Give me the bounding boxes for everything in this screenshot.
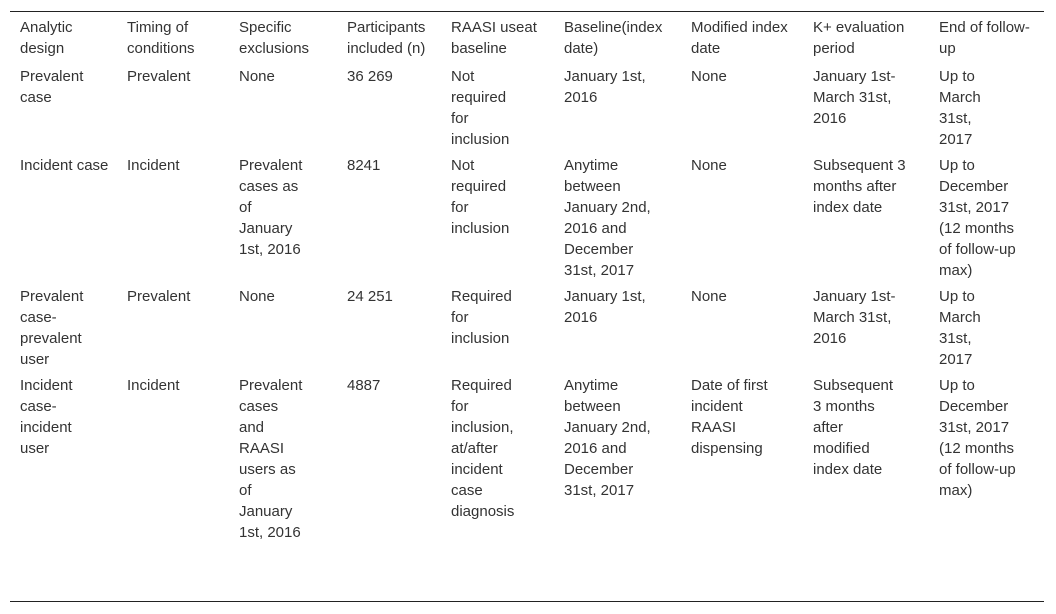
table-cell: Up to March 31st, 2017 [939,288,981,368]
table-cell: 4887 [347,377,381,394]
header-end-of-follow-up: End of follow-up [939,19,1030,57]
table-cell: Incident case-incident user [20,377,73,457]
table-cell: Not required for inclusion [451,68,510,148]
table [10,12,1044,544]
table-cell: Up to March 31st, 2017 [939,68,981,148]
table-cell: Incident [127,157,180,174]
header-raasi-use-at-baseline: RAASI useat baseline [451,19,537,57]
table-cell: Subsequent 3 months after modified index date [813,377,894,478]
table-cell: Prevalent cases as of January 1st, 2016 [239,157,303,258]
header-timing-of-conditions: Timing of conditions [127,19,195,57]
table-cell: 24 251 [347,288,393,305]
study-design-table [10,11,1044,602]
header-k-evaluation-period: K+ evaluation period [813,19,905,57]
table-cell: January 1st-March 31st, 2016 [813,68,896,127]
table-cell: Up to December 31st, 2017 (12 months of follow-up max) [939,157,1016,279]
table-cell: Incident [127,377,180,394]
table-cell: None [239,68,275,85]
header-analytic-design: Analytic design [20,19,73,57]
table-cell: Anytime between January 2nd, 2016 and December 31st, 2017 [564,377,651,499]
header-participants-included: Participants included (n) [347,19,426,57]
table-cell: Prevalent case [20,68,84,106]
table-row [10,282,1044,371]
table-cell: 8241 [347,157,381,174]
table-cell: 36 269 [347,68,393,85]
table-cell: Required for inclusion [451,288,512,347]
table-cell: None [239,288,275,305]
table-cell: None [691,157,727,174]
table-cell: Up to December 31st, 2017 (12 months of follow-up max) [939,377,1016,499]
table-row [10,151,1044,282]
table-cell: Prevalent [127,68,191,85]
table-cell: Required for inclusion, at/after incident case diagnosis [451,377,515,520]
header-baseline-index-date: Baseline(index date) [564,19,663,57]
table-cell: None [691,288,727,305]
table-cell: January 1st-March 31st, 2016 [813,288,896,347]
table-cell: Incident case [20,157,109,174]
table-cell: None [691,68,727,85]
table-cell: January 1st, 2016 [564,68,646,106]
table-cell: Prevalent case-prevalent user [20,288,84,368]
header-row [10,12,1044,62]
header-modified-index-date: Modified index date [691,19,788,57]
table-cell: Subsequent 3 months after index date [813,157,906,216]
table-cell: Anytime between January 2nd, 2016 and December 31st, 2017 [564,157,651,279]
table-row [10,371,1044,544]
table-cell: Prevalent [127,288,191,305]
table-cell: Date of first incident RAASI dispensing [691,377,768,457]
table-row [10,62,1044,151]
table-cell: January 1st, 2016 [564,288,646,326]
table-cell: Prevalent cases and RAASI users as of January 1st, 2016 [239,377,303,541]
header-specific-exclusions: Specific exclusions [239,19,310,57]
table-cell: Not required for inclusion [451,157,510,237]
